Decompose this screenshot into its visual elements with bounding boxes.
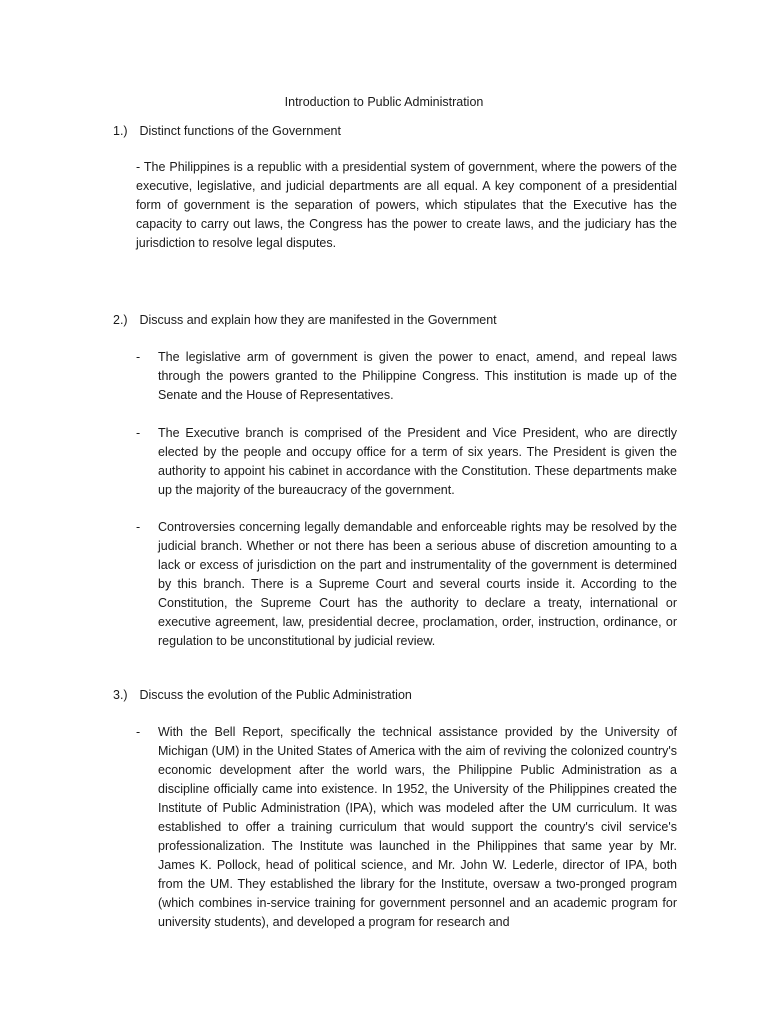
section-number: 1.)	[113, 124, 128, 138]
section-2-heading	[113, 311, 497, 329]
bullet-dash: -	[136, 426, 141, 440]
section-heading-text: Discuss the evolution of the Public Administration	[139, 688, 412, 702]
list-item	[136, 723, 677, 932]
section-3-heading	[113, 686, 412, 704]
section-heading-text: Discuss and explain how they are manifested in the Government	[139, 313, 497, 327]
list-item	[136, 424, 677, 500]
section-heading-text: Distinct functions of the Government	[139, 124, 341, 138]
list-item	[136, 518, 677, 651]
bullet-text: The legislative arm of government is given the power to enact, amend, and repeal laws through the powers granted to the Philippine Congress. This institution is made up of the Senate and the House of Representatives.	[158, 350, 677, 402]
bullet-text: With the Bell Report, specifically the technical assistance provided by the University of Michigan (UM) in the United States of America with the aim of reviving the colonized country's economic development after the world wars, the Philippine Public Administration as a discipline officially came into existence. In 1952, the University of the Philippines created the Institute of Public Administration (IPA), which was modeled after the UM curriculum. It was established to offer a training curriculum that would support the country's civil service's professionalization. The Institute was launched in the Philippines that same year by Mr. James K. Pollock, head of political science, and Mr. John W. Lederle, director of IPA, both from the UM. They established the library for the Institute, oversaw a two-pronged program (which combines in-service training for government personnel and an academic program for university students), and developed a program for research and	[158, 725, 677, 929]
section-number: 3.)	[113, 688, 128, 702]
bullet-dash: -	[136, 520, 141, 534]
section-1-heading	[113, 122, 341, 140]
list-item	[136, 348, 677, 405]
document-title: Introduction to Public Administration	[284, 95, 484, 109]
section-number: 2.)	[113, 313, 128, 327]
bullet-dash: -	[136, 350, 141, 364]
bullet-dash: -	[136, 725, 141, 739]
section-1-paragraph: - The Philippines is a republic with a presidential system of government, where the powers of the executive, legislative, and judicial departments are all equal. A key component of a presidential form of government is the separation of powers, which stipulates that the Executive has the capacity to carry out laws, the Congress has the power to create laws, and the judiciary has the jurisdiction to resolve legal disputes.	[136, 160, 677, 250]
bullet-text: The Executive branch is comprised of the President and Vice President, who are directly elected by the people and occupy office for a term of six years. The President is given the authority to appoint his cabinet in accordance with the Constitution. These departments make up the majority of the bureaucracy of the government.	[158, 426, 677, 497]
bullet-text: Controversies concerning legally demandable and enforceable rights may be resolved by the judicial branch. Whether or not there has been a serious abuse of discretion amounting to a lack or excess of jurisdiction on the part and instrumentality of the government is determined by this branch. There is a Supreme Court and several courts inside it. According to the Constitution, the Supreme Court has the authority to declare a treaty, international or executive agreement, law, presidential decree, proclamation, order, instruction, ordinance, or regulation to be unconstitutional by judicial review.	[158, 520, 677, 648]
